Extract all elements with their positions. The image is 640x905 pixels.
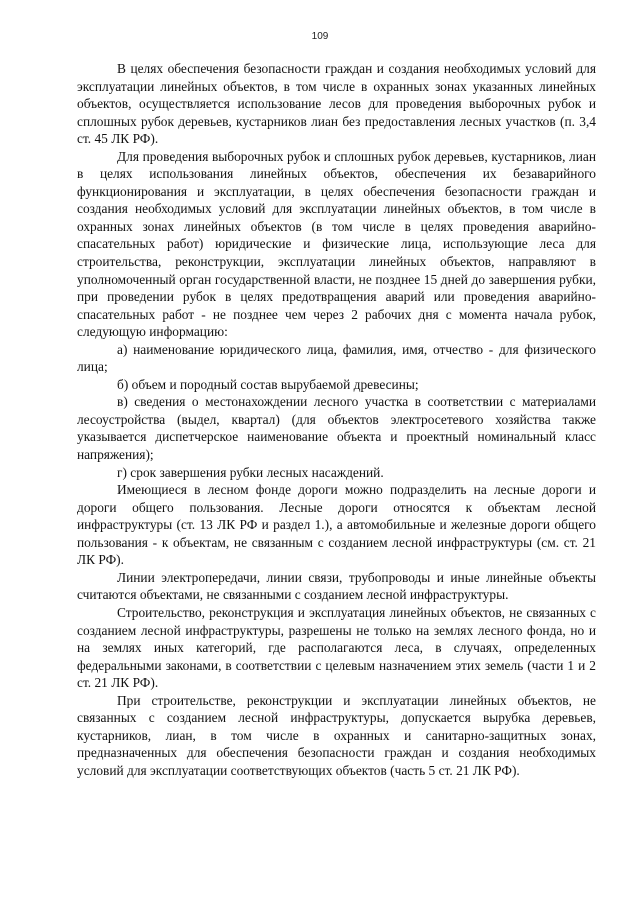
list-item: в) сведения о местонахождении лесного участка в соответствии с материалами лесоустройства (выдел, квартал) (для объектов электросетевого хозяйства также указывается диспетчерское наименование объекта и проектный номинальный класс напряжения); bbox=[77, 394, 596, 463]
list-item: г) срок завершения рубки лесных насаждений. bbox=[117, 464, 384, 480]
paragraph: При строительстве, реконструкции и эксплуатации линейных объектов, не связанных с созданием лесной инфраструктуры, допускается вырубка деревьев, кустарников, лиан, в том числе в охранных и санитарно-защитных зонах, предназначенных для обеспечения безопасности граждан и создания необходимых условий для эксплуатации соответствующих объектов (часть 5 ст. 21 ЛК РФ). bbox=[77, 692, 596, 778]
page-number: 109 bbox=[311, 31, 329, 42]
paragraph: Линии электропередачи, линии связи, трубопроводы и иные линейные объекты считаются объектами, не связанными с созданием лесной инфраструктуры. bbox=[77, 569, 596, 603]
paragraph: Для проведения выборочных рубок и сплошных рубок деревьев, кустарников, лиан в целях использования линейных объектов, обеспечения их безаварийного функционирования и эксплуатации, в целях обеспечения безопасности граждан и создания необходимых условий для эксплуатации линейных объектов, в том числе в охранных зонах линейных объектов (в том числе в целях проведения аварийно-спасательных работ) юридические и физические лица, использующие леса для строительства, реконструкции, эксплуатации линейных объектов, направляют в уполномоченный орган государственной власти, не позднее 15 дней до завершения рубки, при проведении рубок в целях предотвращения аварий или проведения аварийно-спасательных работ - не позднее чем через 2 рабочих дня с момента начала рубок, следующую информацию: bbox=[77, 148, 596, 340]
paragraph: В целях обеспечения безопасности граждан и создания необходимых условий для эксплуатации линейных объектов, в том числе в охранных зонах указанных линейных объектов, осуществляется использование лесов для проведения выборочных рубок и сплошных рубок деревьев, кустарников лиан без предоставления лесных участков (п. 3,4 ст. 45 ЛК РФ). bbox=[77, 61, 596, 147]
paragraph: Строительство, реконструкция и эксплуатация линейных объектов, не связанных с созданием лесной инфраструктуры, разрешены не только на землях лесного фонда, но и на землях иных категорий, где располагаются леса, в случаях, определенных федеральными законами, в соответствии с целевым назначением этих земель (части 1 и 2 ст. 21 ЛК РФ). bbox=[77, 604, 596, 691]
list-item: б) объем и породный состав вырубаемой древесины; bbox=[117, 376, 419, 392]
paragraph: Имеющиеся в лесном фонде дороги можно подразделить на лесные дороги и дороги общего пользования. Лесные дороги относятся к объектам лесной инфраструктуры (ст. 13 ЛК РФ и раздел 1.), а автомобильные и железные дороги общего пользования - к объектам, не связанным с созданием лесной инфраструктуры (см. ст. 21 ЛК РФ). bbox=[77, 482, 596, 568]
body-text bbox=[77, 60, 596, 779]
list-item: а) наименование юридического лица, фамилия, имя, отчество - для физического лица; bbox=[77, 341, 596, 375]
